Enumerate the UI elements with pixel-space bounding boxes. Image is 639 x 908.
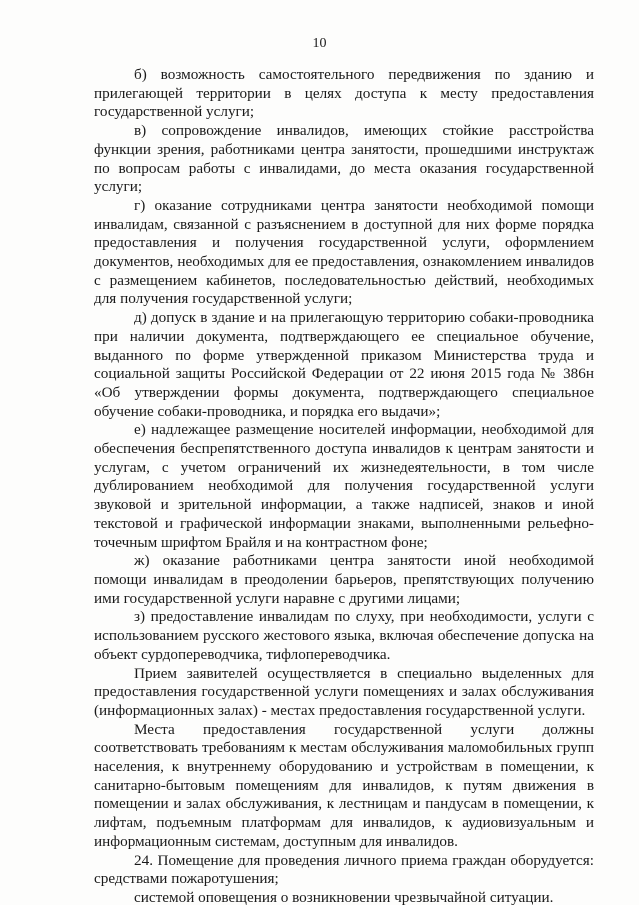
paragraph-b: б) возможность самостоятельного передвижения по зданию и прилегающей территории в целях доступа к месту предоставления государственной услуги; <box>94 66 594 121</box>
paragraph-reception: Прием заявителей осуществляется в специально выделенных для предоставления государственной услуги помещениях и залах обслуживания (информационных залах) - местах предоставления государственной услуги. <box>94 664 594 719</box>
paragraph-places: Места предоставления государственной услуги должны соответствовать требованиям к местам обслуживания маломобильных групп населения, к внутреннему оборудованию и устройствам в помещении, к санитарно-бытовым помещениям для инвалидов, к путям движения в помещении и залах обслуживания, к лестницам и пандусам в помещении, к лифтам, подъемным платформам для инвалидов, к аудиовизуальным и информационным системам, доступным для инвалидов. <box>94 720 594 850</box>
paragraph-zh: ж) оказание работниками центра занятости иной необходимой помощи инвалидам в преодолении барьеров, препятствующих получению ими государственной услуги наравне с другими лицами; <box>94 552 594 607</box>
paragraph-e: е) надлежащее размещение носителей информации, необходимой для обеспечения беспрепятственного доступа инвалидов к центрам занятости и услугам, с учетом ограничений их жизнедеятельности, в том числе дублированием необходимой для получения государственной услуги звуковой и зрительной информации, а также надписей, знаков и иной текстовой и графической информации знаками, выполненными рельефно-точечным шрифтом Брайля и на контрастном фоне; <box>94 421 594 551</box>
paragraph-d: д) допуск в здание и на прилегающую территорию собаки-проводника при наличии документа, подтверждающего ее специальное обучение, выданного по форме утвержденной приказом Министерства труда и социальной защиты Российской Федерации от 22 июня 2015 года № 386н «Об утверждении формы документа, подтверждающего специальное обучение собаки-проводника, и порядка его выдачи»; <box>94 309 594 420</box>
paragraph-v: в) сопровождение инвалидов, имеющих стойкие расстройства функции зрения, работниками центра занятости, прошедшими инструктаж по вопросам работы с инвалидами, до места оказания государственной услуги; <box>94 122 594 196</box>
document-body <box>94 66 594 908</box>
paragraph-g: г) оказание сотрудниками центра занятости необходимой помощи инвалидам, связанной с разъяснением в доступной для них форме порядка предоставления и получения государственной услуги, оформлением документов, необходимых для ее предоставления, ознакомлением инвалидов с размещением кабинетов, последовательностью действий, необходимых для получения государственной услуги; <box>94 196 594 308</box>
page-number: 10 <box>312 36 327 51</box>
paragraph-24: 24. Помещение для проведения личного приема граждан оборудуется: средствами пожаротушения; <box>94 851 594 888</box>
paragraph-alert-system: системой оповещения о возникновении чрезвычайной ситуации. <box>134 888 554 906</box>
paragraph-z: з) предоставление инвалидам по слуху, при необходимости, услуги с использованием русского жестового языка, включая обеспечение допуска на объект сурдопереводчика, тифлопереводчика. <box>94 608 594 663</box>
